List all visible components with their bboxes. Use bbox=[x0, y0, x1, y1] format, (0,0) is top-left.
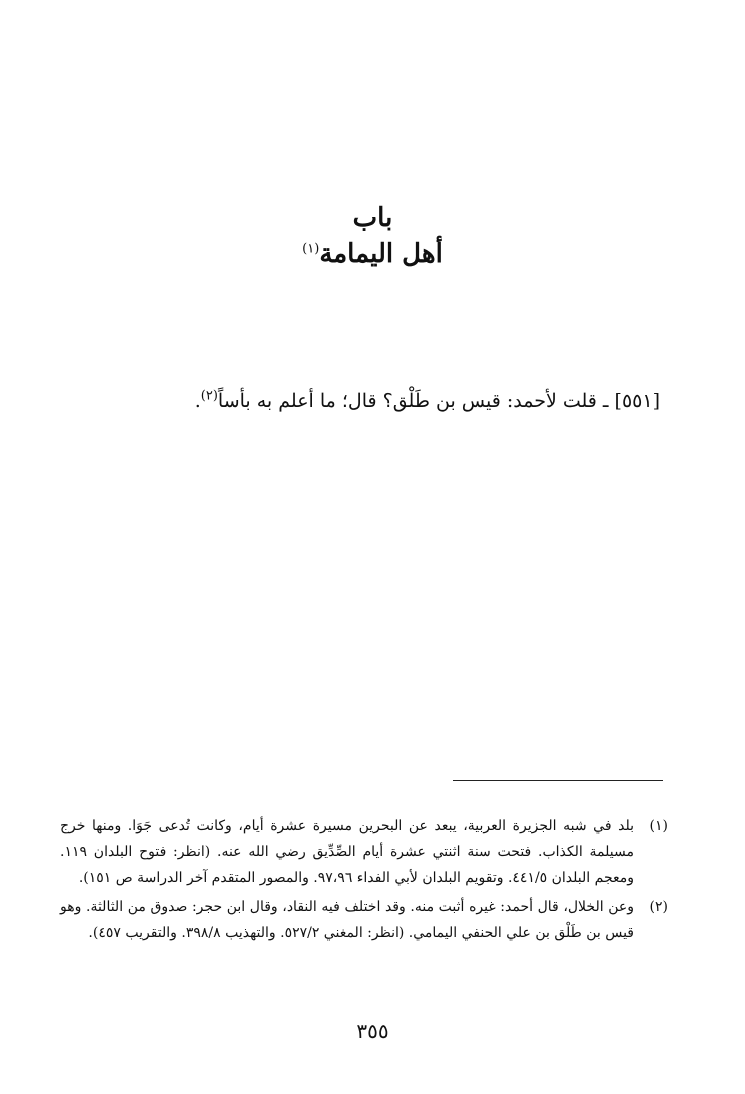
chapter-heading bbox=[0, 200, 745, 272]
page-number: ٣٥٥ bbox=[356, 1019, 389, 1043]
entry-text: ـ قلت لأحمد: قيس بن طَلْق؟ قال؛ ما أعلم به بأساً bbox=[217, 390, 615, 412]
footnote-number: (٢) bbox=[649, 899, 668, 915]
footnote-text: بلد في شبه الجزيرة العربية، يبعد عن البحرين مسيرة عشرة أيام، وكانت تُدعى جَوَا. ومنها خرج مسيلمة الكذاب. فتحت سنة اثنتي عشرة أيام الصِّدِّيق رضي الله عنه. (انظر: فتوح البلدان ١١٩. ومعجم البلدان ٤٤١/٥. وتقويم البلدان لأبي الفداء ٩٧،٩٦. والمصور المتقدم آخر الدراسة ص ١٥١). bbox=[60, 818, 634, 886]
footnote-text: وعن الخلال، قال أحمد: غيره أثبت منه. وقد اختلف فيه النقاد، وقال ابن حجر: صدوق من الثالثة. وهو قيس بن طَلْق بن علي الحنفي اليمامي. (انظر: المغني ٥٢٧/٢. والتهذيب ٣٩٨/٨. والتقريب ٤٥٧). bbox=[60, 899, 634, 941]
chapter-title-text: أهل اليمامة bbox=[319, 239, 443, 269]
entry-end: . bbox=[194, 390, 201, 412]
footnote-number: (١) bbox=[649, 818, 668, 834]
footnote-2 bbox=[60, 894, 668, 946]
chapter-title bbox=[0, 236, 745, 272]
entry-number: [٥٥١] bbox=[614, 390, 660, 412]
footnote-ref-1[interactable]: (١) bbox=[302, 241, 320, 257]
chapter-label: باب bbox=[352, 203, 393, 233]
entry-551 bbox=[150, 385, 660, 417]
footnote-separator bbox=[453, 780, 663, 781]
footnotes bbox=[60, 813, 668, 949]
footnote-1 bbox=[60, 813, 668, 891]
footnote-ref-2[interactable]: (٢) bbox=[200, 388, 218, 404]
